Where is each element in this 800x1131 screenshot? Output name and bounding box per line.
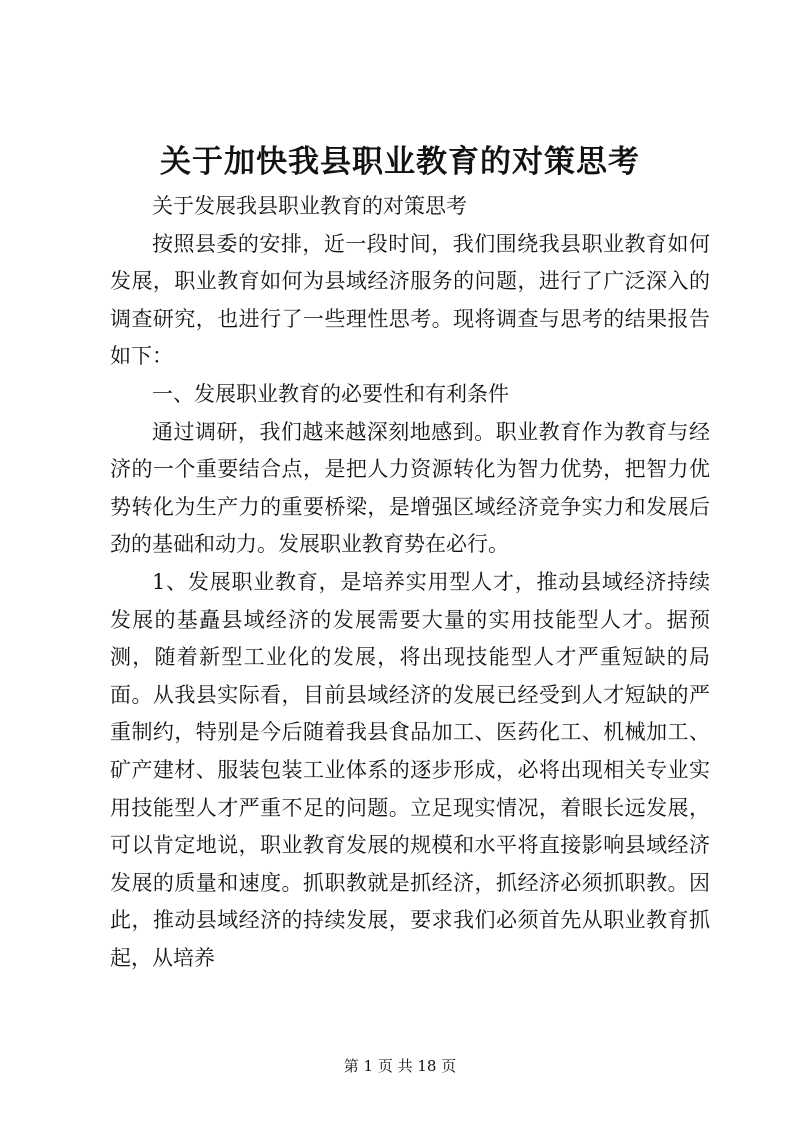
document-title: 关于加快我县职业教育的对策思考 — [160, 144, 640, 180]
intro-paragraph: 按照县委的安排，近一段时间，我们围绕我县职业教育如何发展，职业教育如何为县域经济服务的问题，进行了广泛深入的调查研究，也进行了一些理性思考。现将调查与思考的结果报告如下： — [110, 231, 710, 369]
body-paragraph: 通过调研，我们越来越深刻地感到。职业教育作为教育与经济的一个重要结合点，是把人力资源转化为智力优势，把智力优势转化为生产力的重要桥梁，是增强区域经济竞争实力和发展后劲的基础和动力。发展职业教育势在必行。 — [110, 419, 710, 557]
document-body — [110, 188, 710, 977]
body-paragraph: 1、发展职业教育，是培养实用型人才，推动县域经济持续发展的基矗县域经济的发展需要大量的实用技能型人才。据预测，随着新型工业化的发展，将出现技能型人才严重短缺的局面。从我县实际看，目前县域经济的发展已经受到人才短缺的严重制约，特别是今后随着我县食品加工、医药化工、机械加工、矿产建材、服装包装工业体系的逐步形成，必将出现相关专业实用技能型人才严重不足的问题。立足现实情况，着眼长远发展，可以肯定地说，职业教育发展的规模和水平将直接影响县域经济发展的质量和速度。抓职教就是抓经济，抓经济必须抓职教。因此，推动县域经济的持续发展，要求我们必须首先从职业教育抓起，从培养 — [110, 569, 710, 970]
page-footer: 第 1 页 共 18 页 — [343, 1057, 457, 1075]
subtitle-paragraph: 关于发展我县职业教育的对策思考 — [152, 194, 467, 218]
section-heading: 一、发展职业教育的必要性和有利条件 — [152, 381, 509, 406]
